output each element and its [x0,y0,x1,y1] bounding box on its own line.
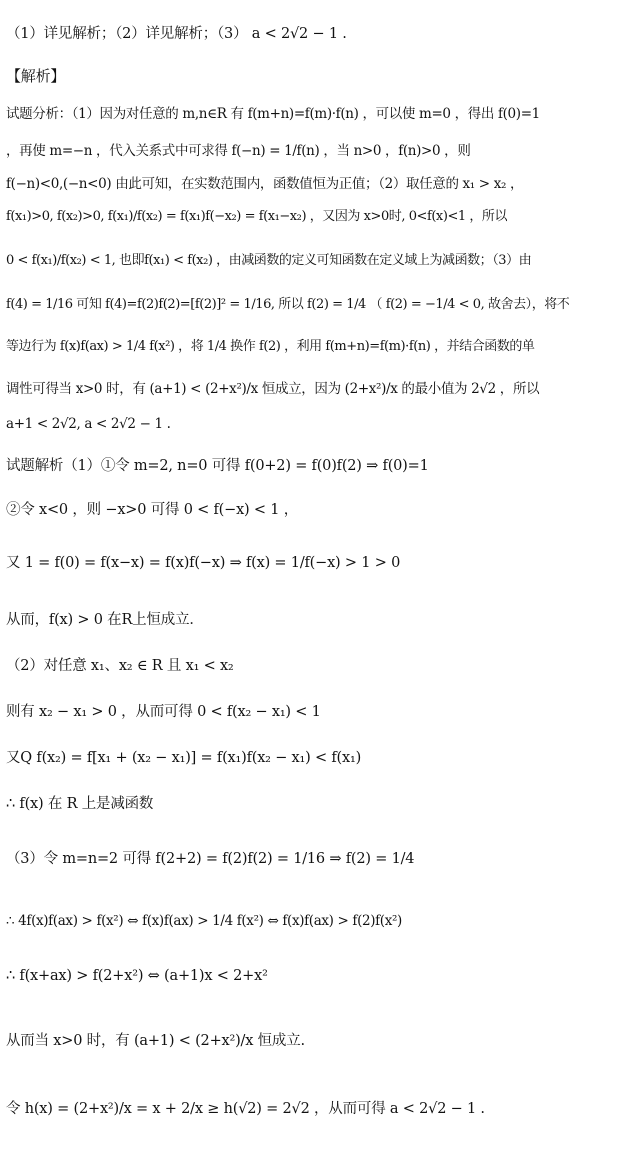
solution-line-13: 令 h(x) = (2+x²)/x = x + 2/x ≥ h(√2) = 2√2 ，从而可得 a < 2√2 − 1 . [6,1101,485,1117]
solution-line-12: 从而当 x>0 时，有 (a+1) < (2+x²)/x 恒成立. [6,1033,305,1049]
section-heading: 【解析】 [6,67,66,85]
solution-line-7: 又Q f(x₂) = f[x₁ + (x₂ − x₁)] = f(x₁)f(x₂ − x₁) < f(x₁) [6,750,362,766]
analysis-line-9: a+1 < 2√2, a < 2√2 − 1 . [6,416,171,432]
solution-line-4: 从而，f(x) > 0 在R上恒成立． [6,612,204,628]
solution-line-1: 试题解析（1）①令 m=2, n=0 可得 f(0+2) = f(0)f(2) ⇒ f(0)=1 [6,458,429,474]
solution-line-10: ∴ 4f(x)f(ax) > f(x²) ⇔ f(x)f(ax) > 1/4 f(x²) ⇔ f(x)f(ax) > f(2)f(x²) [6,913,402,929]
analysis-line-2: ，再使 m=−n ，代入关系式中可求得 f(−n) = 1/f(n) ，当 n>0 ，f(n)>0 ，则 [6,143,471,159]
analysis-line-4: f(x₁)>0, f(x₂)>0, f(x₁)/f(x₂) = f(x₁)f(−x₂) = f(x₁−x₂) ，又因为 x>0时, 0<f(x)<1 ，所以 [6,209,508,224]
analysis-line-3: f(−n)<0,(−n<0) 由此可知，在实数范围内，函数值恒为正值；（2）取任意的 x₁ > x₂ ， [6,176,524,192]
solution-line-6: 则有 x₂ − x₁ > 0 ，从而可得 0 < f(x₂ − x₁) < 1 [6,704,321,720]
solution-line-8: ∴ f(x) 在 R 上是减函数 [6,796,154,812]
solution-line-3: 又 1 = f(0) = f(x−x) = f(x)f(−x) ⇒ f(x) = 1/f(−x) > 1 > 0 [6,555,401,571]
analysis-line-5: 0 < f(x₁)/f(x₂) < 1, 也即f(x₁) < f(x₂) ，由减函数的定义可知函数在定义域上为减函数；（3）由 [6,253,532,268]
analysis-line-1: 试题分析：（1）因为对任意的 m,n∈R 有 f(m+n)=f(m)·f(n) ，可以使 m=0 ，得出 f(0)=1 [6,106,540,122]
analysis-line-8: 调性可得当 x>0 时，有 (a+1) < (2+x²)/x 恒成立，因为 (2+x²)/x 的最小值为 2√2 ，所以 [6,381,540,397]
answer-line: （1）详见解析；（2）详见解析；（3） a < 2√2 − 1 . [6,26,347,42]
analysis-line-6: f(4) = 1/16 可知 f(4)=f(2)f(2)=[f(2)]² = 1/16, 所以 f(2) = 1/4 （ f(2) = −1/4 < 0, 故舍去），将不 [6,297,570,312]
solution-line-2: ②令 x<0 ，则 −x>0 可得 0 < f(−x) < 1 ， [6,502,299,518]
solution-line-5: （2）对任意 x₁、x₂ ∈ R 且 x₁ < x₂ [6,658,234,674]
analysis-line-7: 等边行为 f(x)f(ax) > 1/4 f(x²) ，将 1/4 换作 f(2) ，利用 f(m+n)=f(m)·f(n) ，并结合函数的单 [6,339,535,354]
solution-line-11: ∴ f(x+ax) > f(2+x²) ⇔ (a+1)x < 2+x² [6,968,268,984]
solution-line-9: （3）令 m=n=2 可得 f(2+2) = f(2)f(2) = 1/16 ⇒ f(2) = 1/4 [6,851,415,867]
